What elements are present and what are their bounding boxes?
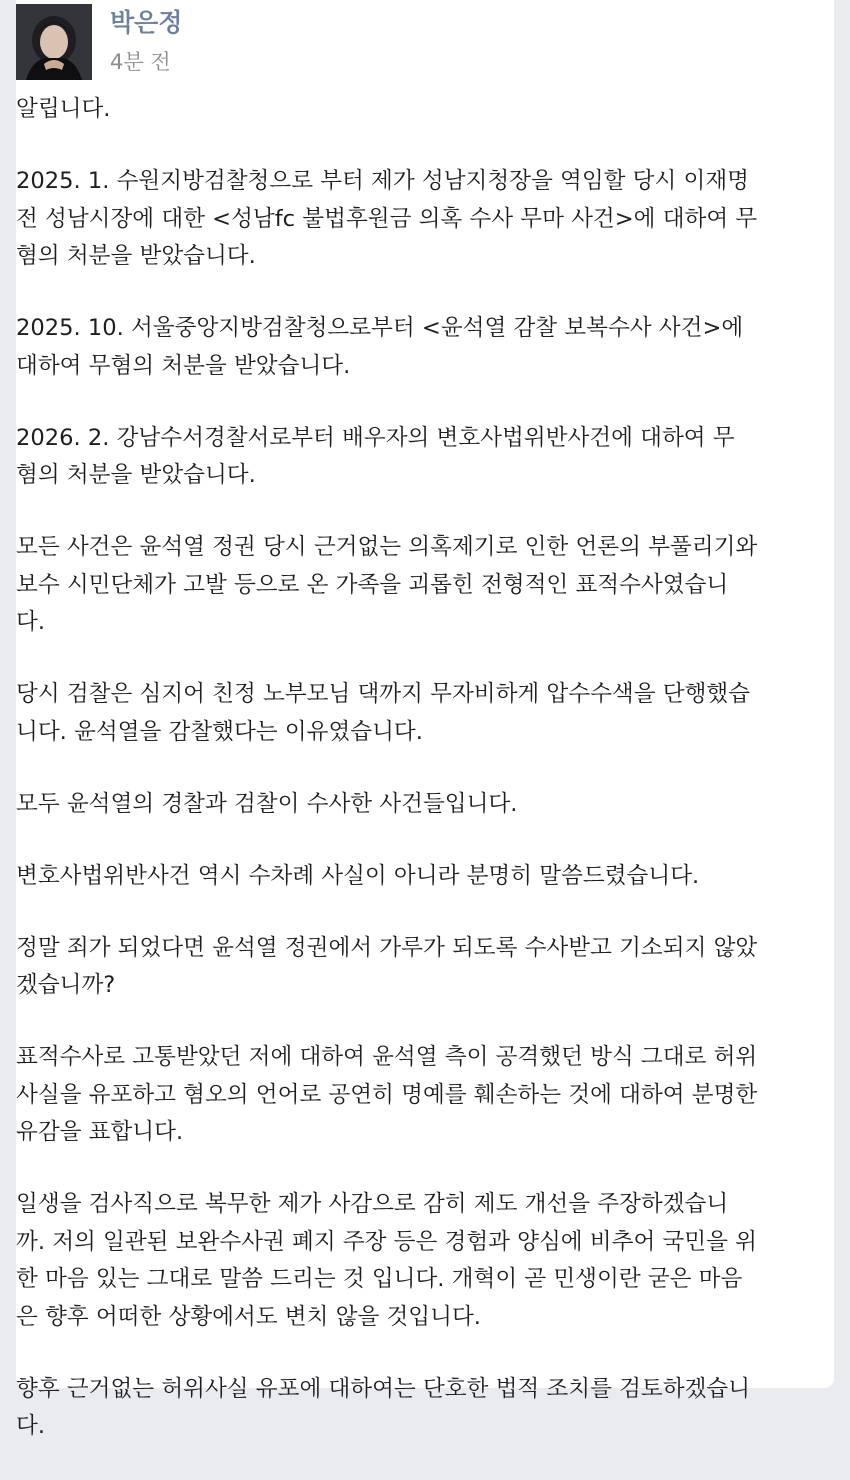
post-paragraph — [16, 1039, 806, 1152]
post-paragraph — [16, 786, 806, 824]
post-paragraph — [16, 930, 806, 1005]
post-text-line: 사실을 유포하고 혐오의 언어로 공연히 명예를 훼손하는 것에 대하여 분명한 — [16, 1081, 758, 1108]
post-text-line: 니다. 윤석열을 감찰했다는 이유였습니다. — [16, 718, 423, 745]
post-paragraph — [16, 858, 806, 896]
post-text-line: 혐의 처분을 받았습니다. — [16, 243, 256, 269]
post-text-line: 알립니다. — [16, 96, 111, 122]
post-text-line: 모두 윤석열의 경찰과 검찰이 수사한 사건들입니다. — [16, 790, 518, 817]
post-text-line: 표적수사로 고통받았던 저에 대하여 윤석열 측이 공격했던 방식 그대로 허위 — [16, 1044, 758, 1070]
post-paragraph — [16, 1186, 806, 1336]
post-text-line: 정말 죄가 되었다면 윤석열 정권에서 가루가 되도록 수사받고 기소되지 않았 — [16, 934, 758, 961]
post-text-line: 일생을 검사직으로 복무한 제가 사감으로 감히 제도 개선을 주장하겠습니 — [16, 1191, 729, 1217]
post-header — [16, 4, 182, 84]
post-paragraph — [16, 310, 806, 385]
post-text-line: 향후 근거없는 허위사실 유포에 대하여는 단호한 법적 조치를 검토하겠습니 — [16, 1375, 751, 1402]
post-text-line: 2025. 10. 서울중앙지방검찰청으로부터 <윤석열 감찰 보복수사 사건>에 — [16, 315, 744, 341]
post-text-line: 겠습니까? — [16, 972, 116, 998]
post-text-line: 다. — [16, 1413, 46, 1439]
post-text-line: 한 마음 있는 그대로 말씀 드리는 것 입니다. 개혁이 곧 민생이란 굳은 마음 — [16, 1266, 743, 1292]
post-text-line: 모든 사건은 윤석열 정권 당시 근거없는 의혹제기로 인한 언론의 부풀리기와 — [16, 534, 758, 560]
post-text-line: 변호사법위반사건 역시 수차례 사실이 아니라 분명히 말씀드렸습니다. — [16, 862, 700, 889]
post-text-line: 까. 저의 일관된 보완수사권 폐지 주장 등은 경험과 양심에 비추어 국민을 위 — [16, 1228, 757, 1255]
post-text-line: 2026. 2. 강남수서경찰서로부터 배우자의 변호사법위반사건에 대하여 무 — [16, 424, 735, 451]
post-body — [16, 91, 806, 1480]
post-text-line: 유감을 표합니다. — [16, 1119, 184, 1145]
post-paragraph — [16, 420, 806, 495]
post-paragraph — [16, 91, 806, 129]
post-text-line: 다. — [16, 609, 46, 635]
post-text-line: 대하여 무혐의 처분을 받았습니다. — [16, 352, 351, 379]
post-text-line: 은 향후 어떠한 상황에서도 변치 않을 것입니다. — [16, 1303, 481, 1330]
profile-photo-icon — [16, 4, 92, 80]
author-name[interactable]: 박은정 — [110, 8, 183, 37]
post-paragraph — [16, 529, 806, 642]
post-paragraph — [16, 676, 806, 751]
post-text-line: 당시 검찰은 심지어 친정 노부모님 댁까지 무자비하게 압수수색을 단행했습 — [16, 681, 751, 707]
post-paragraph — [16, 163, 806, 276]
post-text-line: 혐의 처분을 받았습니다. — [16, 462, 256, 488]
avatar[interactable] — [16, 4, 92, 80]
post-text-line: 전 성남시장에 대한 <성남fc 불법후원금 의혹 수사 무마 사건>에 대하여 무 — [16, 205, 758, 232]
post-text-line: 2025. 1. 수원지방검찰청으로 부터 제가 성남지청장을 역임할 당시 이재명 — [16, 168, 749, 194]
post-text-line: 보수 시민단체가 고발 등으로 온 가족을 괴롭힌 전형적인 표적수사였습니 — [16, 571, 729, 598]
post-timestamp[interactable]: 4분 전 — [110, 50, 171, 74]
post-meta — [110, 4, 182, 78]
post-paragraph — [16, 1371, 806, 1446]
